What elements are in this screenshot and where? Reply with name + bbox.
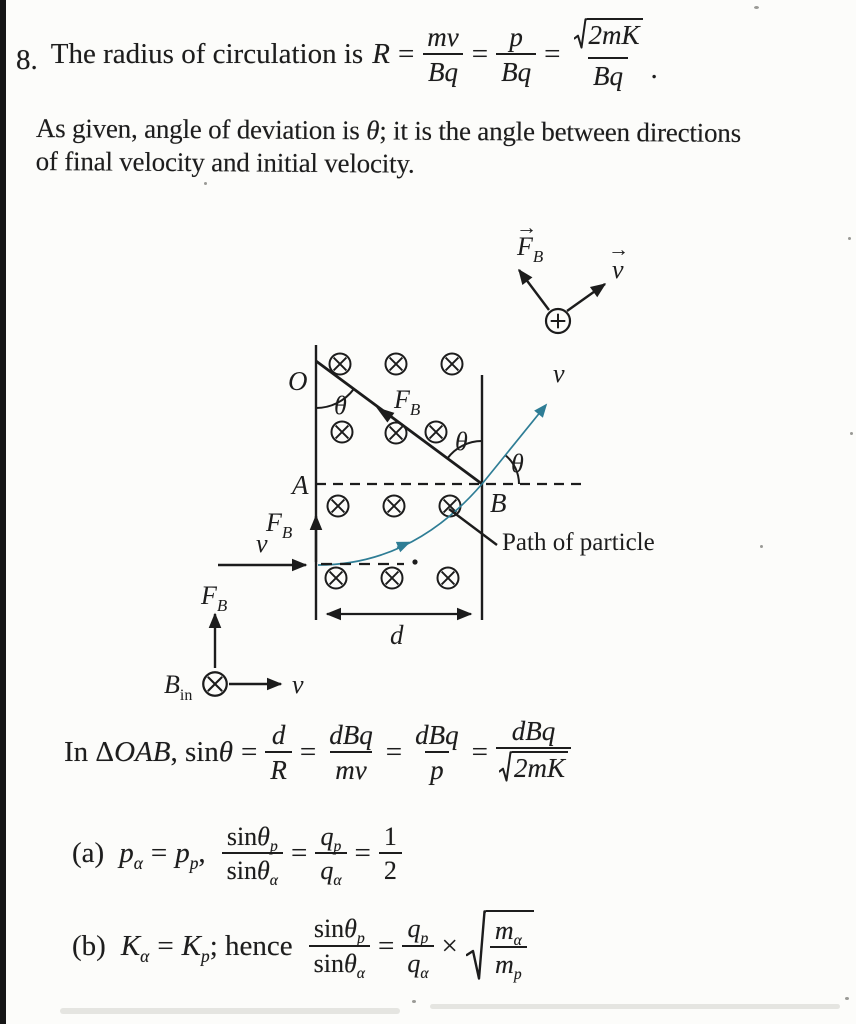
scan-smudge — [430, 1004, 840, 1009]
equals-sign: = — [354, 837, 371, 870]
item-a-line: (a) $p_\alpha$ = $p_p$ , $\frac{\sin\theta_p}{\sin\theta_\alpha}$ = $\frac{q_p}{q_\alpha}$ = $\frac{1}{2}$ — [72, 822, 402, 885]
chord-and-angles — [316, 361, 584, 484]
positive-charge-icon — [546, 309, 570, 333]
inset-velocity-label: v — [292, 670, 304, 699]
scan-speck — [204, 182, 207, 185]
fraction-mass-ratio: $\frac{m_\alpha}{m_p}$ — [490, 916, 527, 979]
scan-speck — [412, 1000, 416, 1003]
force-on-chord-label: $F_B$ — [394, 385, 421, 419]
width-d-label: d — [390, 620, 404, 650]
flux-into-page-symbol — [442, 354, 463, 375]
equals-sign: = — [241, 736, 258, 769]
theta-at-B-right-label: θ — [511, 449, 524, 478]
paragraph-line-1: As given, angle of deviation is θ; it is the angle between directions — [35, 112, 742, 148]
radius-symbol: R — [372, 38, 390, 71]
square-root-mass-ratio — [466, 910, 534, 982]
fraction-p-over-Bq: $\frac{p}{Bq}$ — [496, 22, 536, 87]
theta-symbol: θ — [366, 115, 380, 146]
entry-velocity-label: v — [256, 529, 268, 558]
fraction-dBq-over-mv: $\frac{\text{dBq}}{mv}$ — [329, 720, 373, 786]
paragraph-line-2: of final velocity and initial velocity. — [35, 145, 415, 179]
scan-speck — [760, 545, 763, 548]
scan-smudge — [60, 1008, 400, 1014]
b-into-page-symbol — [203, 672, 227, 696]
radical-sign-icon — [499, 751, 512, 783]
item-b-line: (b) $K_\alpha$ = $K_p$ ; hence $\frac{\sin\theta_p}{\sin\theta_\alpha}$ = $\frac{q_p}{q_\alpha}$ × $\frac{m_\alpha}{m_p}$ — [72, 910, 534, 982]
fraction-one-half: $\frac{1}{2}$ — [379, 822, 402, 885]
theta-at-O-label: θ — [334, 391, 347, 420]
flux-into-page-symbol — [438, 568, 459, 589]
equals-sign: = — [471, 38, 489, 71]
flux-into-page-symbol — [384, 496, 405, 517]
flux-into-page-symbol — [386, 354, 407, 375]
item-number: 8. — [16, 44, 38, 77]
theta-symbol: θ — [218, 736, 234, 769]
equals-sign: = — [157, 929, 174, 962]
exit-velocity-label: v — [553, 359, 565, 388]
equals-sign: = — [544, 38, 561, 71]
velocity-vector-arrow — [567, 284, 605, 311]
flux-into-page-symbol — [440, 496, 461, 517]
point-B-label: B — [490, 488, 507, 518]
flux-into-page-symbol — [332, 422, 353, 443]
flux-into-page-symbol — [326, 568, 347, 589]
fraction-mv-over-Bq: $\frac{mv}{Bq}$ — [422, 22, 463, 87]
b-in-label: $B_{in}$ — [164, 670, 193, 704]
equals-sign: = — [150, 837, 168, 870]
vector-accent: → — [516, 215, 537, 239]
square-root: 2mK — [574, 18, 643, 50]
flux-into-page-symbol — [382, 568, 403, 589]
bottom-force-velocity-inset — [203, 614, 281, 696]
path-of-particle-label: Path of particle — [502, 529, 655, 556]
vector-accent: → — [608, 237, 629, 261]
point-O-label: O — [288, 366, 308, 396]
sine-equation-line: In Δ OAB , sin θ = $\frac{d}{R}$ = $\frac{\text{dBq}}{mv}$ = $\frac{\text{dBq}}{p}$ = $\frac{\text{dBq}}{2mK}$ — [64, 716, 571, 790]
scan-speck — [850, 432, 853, 435]
item-b-tag: (b) — [72, 929, 106, 962]
item-a-tag: (a) — [72, 837, 105, 870]
scan-speck — [754, 6, 759, 9]
inset-force-label: $F_B$ — [201, 581, 228, 615]
multiplication-sign: × — [441, 929, 458, 962]
fraction-charge-ratio: $\frac{q_p}{q_\alpha}$ — [315, 822, 346, 885]
dash-dot — [412, 559, 417, 564]
equals-sign: = — [299, 736, 317, 769]
flux-into-page-symbol — [328, 496, 349, 517]
fraction-dBq-over-sqrt2mK: $\frac{\text{dBq}}{2mK}$ — [496, 716, 571, 790]
fraction-sin-ratio: $\frac{\sin\theta_p}{\sin\theta_\alpha}$ — [222, 822, 283, 885]
period: . — [650, 53, 658, 86]
force-label: $F_B$ — [517, 232, 544, 266]
problem-lead-text: The radius of circulation is — [50, 38, 364, 71]
scan-speck — [848, 237, 851, 240]
flux-into-page-symbol — [426, 422, 447, 443]
fraction-sin-ratio: $\frac{\sin\theta_p}{\sin\theta_\alpha}$ — [309, 914, 370, 977]
square-root: 2mK — [499, 751, 568, 783]
force-vector-arrow — [519, 270, 549, 310]
equals-sign: = — [397, 38, 415, 71]
fraction-sqrt2mK-over-Bq: $\frac{2mK}{Bq}$ — [569, 18, 648, 92]
velocity-label: v — [612, 255, 624, 284]
flux-into-page-symbol — [330, 354, 351, 375]
point-A-label: A — [292, 470, 309, 500]
fraction-d-over-R: $\frac{d}{R}$ — [265, 720, 292, 785]
radical-sign-icon — [466, 910, 486, 982]
equals-sign: = — [290, 837, 308, 870]
top-force-velocity-inset — [516, 215, 629, 333]
equals-sign: = — [377, 929, 395, 962]
fraction-charge-ratio: $\frac{q_p}{q_\alpha}$ — [402, 914, 433, 977]
force-left-label: $F_B$ — [266, 508, 293, 542]
equals-sign: = — [471, 736, 488, 769]
force-arrowhead-on-chord — [376, 407, 394, 423]
scan-speck — [845, 997, 849, 1000]
equals-sign: = — [385, 736, 403, 769]
theta-at-B-upper-label: θ — [455, 427, 468, 456]
fraction-dBq-over-p: $\frac{\text{dBq}}{p}$ — [415, 720, 459, 786]
